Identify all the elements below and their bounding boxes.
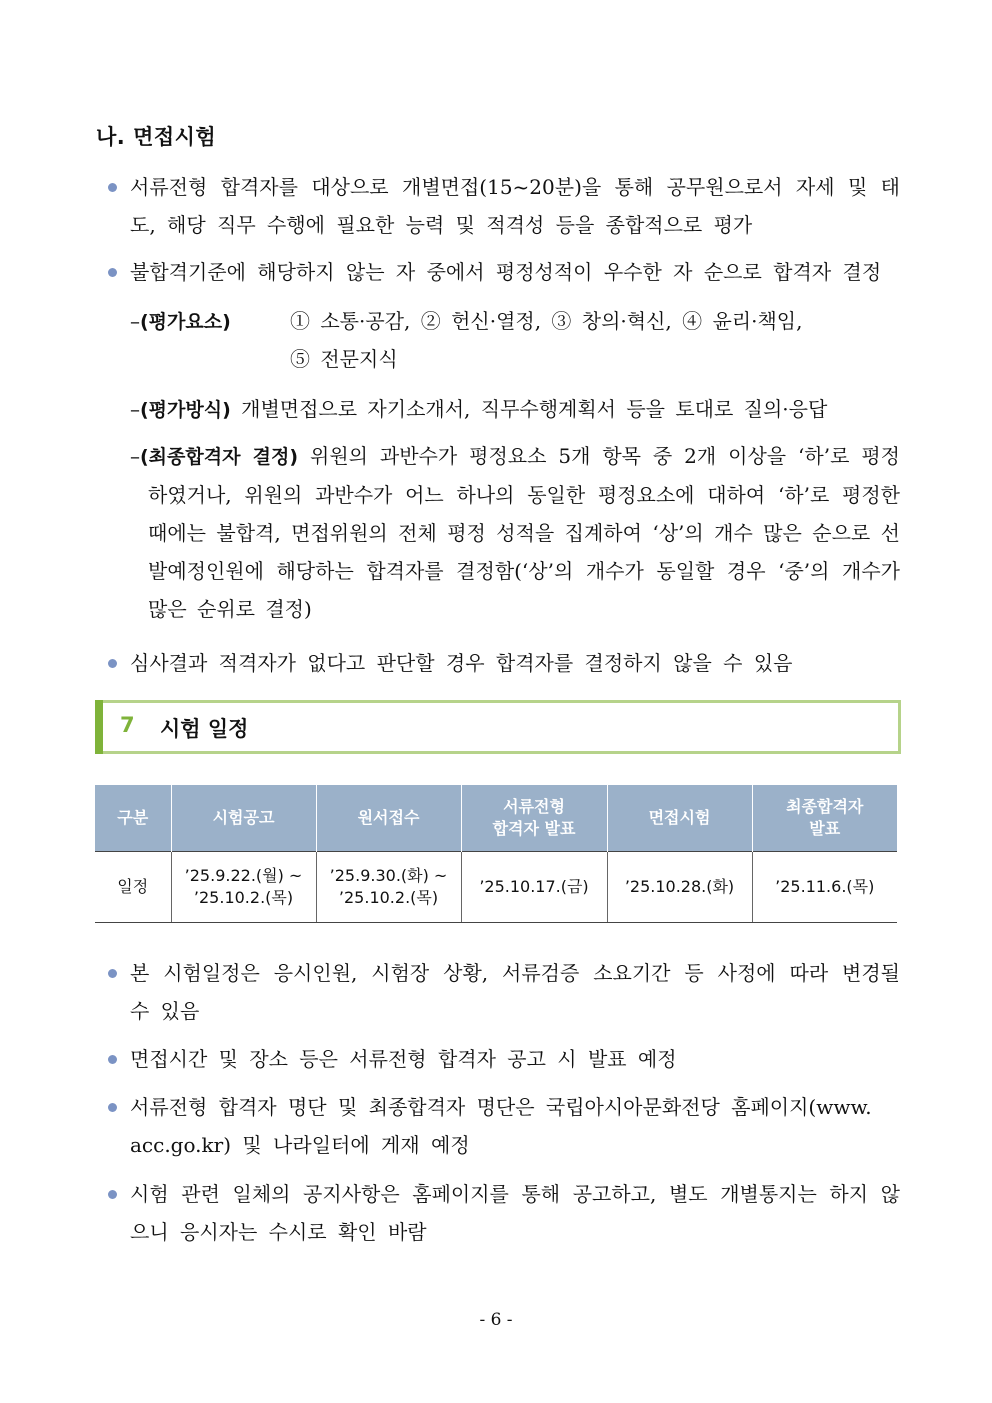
- header-cell: 면접시험: [607, 785, 752, 852]
- table-cell: ’25.9.30.(화) ~ ’25.10.2.(목): [316, 852, 461, 923]
- bullet-icon: [108, 1103, 117, 1112]
- section-accent-strip: [95, 700, 103, 754]
- eval-elements-line: –(평가요소): [130, 309, 231, 333]
- eval-elements-label: (평가요소): [140, 311, 231, 333]
- header-cell: 서류전형 합격자 발표: [461, 785, 607, 852]
- final-decision-text: 위원의 과반수가 평정요소 5개 항목 중 2개 이상을 ‘하’로 평정하였거나, 위원의 과반수가 어느 하나의 동일한 평정요소에 대하여 ‘하’로 평정한 때에는 불합격, 면접위원의 전체 평정 성적을 집계하여 ‘상’의 개수 많은 순으로 선발예정인원에 해당하는 합격자를 결정함(‘상’의 개수가 동일할 경우 ‘중’의 개수가 많은 순위로 결정): [148, 444, 900, 621]
- table-cell: ’25.11.6.(목): [752, 852, 897, 923]
- header-cell: 원서접수: [316, 785, 461, 852]
- header-cell: 구분: [95, 785, 171, 852]
- bullet-icon: [108, 268, 117, 277]
- note-item: 본 시험일정은 응시인원, 시험장 상황, 서류검증 소요기간 등 사정에 따라 변경될 수 있음: [108, 954, 900, 1030]
- bullet-item: 심사결과 적격자가 없다고 판단할 경우 합격자를 결정하지 않을 수 있음: [108, 644, 900, 682]
- section-heading-interview: 나. 면접시험: [96, 125, 217, 149]
- final-decision-block: –(최종합격자 결정) 위원의 과반수가 평정요소 5개 항목 중 2개 이상을 ‘하’로 평정하였거나, 위원의 과반수가 어느 하나의 동일한 평정요소에 대하여 ‘하’로 평정한 때에는 불합격, 면접위원의 전체 평정 성적을 집계하여 ‘상’의 개수 많은 순으로 선발예정인원에 해당하는 합격자를 결정함(‘상’의 개수가 동일할 경우 ‘중’의 개수가 많은 순위로 결정): [130, 444, 900, 621]
- bullet-icon: [108, 1055, 117, 1064]
- header-cell: 시험공고: [171, 785, 316, 852]
- row-label-cell: 일정: [95, 852, 171, 923]
- table-header-row: [95, 785, 897, 852]
- note-item: 면접시간 및 장소 등은 서류전형 합격자 공고 시 발표 예정: [108, 1040, 900, 1078]
- header-cell: 최종합격자 발표: [752, 785, 897, 852]
- table-row: [95, 852, 897, 923]
- eval-elements-list-1: ① 소통·공감, ② 헌신·열정, ③ 창의·혁신, ④ 윤리·책임,: [290, 309, 803, 333]
- table-cell: ’25.10.28.(화): [607, 852, 752, 923]
- eval-method-line: –(평가방식) 개별면접으로 자기소개서, 직무수행계획서 등을 토대로 질의·응답: [130, 397, 828, 421]
- note-item: 서류전형 합격자 명단 및 최종합격자 명단은 국립아시아문화전당 홈페이지(www. acc.go.kr) 및 나라일터에 게재 예정: [108, 1088, 900, 1164]
- eval-method-label: (평가방식): [140, 399, 231, 421]
- bullet-icon: [108, 659, 117, 668]
- bullet-icon: [108, 183, 117, 192]
- eval-elements-list-2: ⑤ 전문지식: [290, 347, 398, 371]
- note-item: 시험 관련 일체의 공지사항은 홈페이지를 통해 공고하고, 별도 개별통지는 하지 않으니 응시자는 수시로 확인 바람: [108, 1175, 900, 1251]
- section-header-bar: [95, 700, 901, 754]
- bullet-item: 서류전형 합격자를 대상으로 개별면접(15~20분)을 통해 공무원으로서 자세 및 태도, 해당 직무 수행에 필요한 능력 및 적격성 등을 종합적으로 평가: [108, 168, 900, 244]
- section-title: 시험 일정: [160, 717, 249, 741]
- bullet-icon: [108, 1190, 117, 1199]
- eval-method-text: 개별면접으로 자기소개서, 직무수행계획서 등을 토대로 질의·응답: [241, 397, 828, 421]
- table-cell: ’25.10.17.(금): [461, 852, 607, 923]
- final-decision-label: (최종합격자 결정): [140, 446, 299, 468]
- bullet-icon: [108, 969, 117, 978]
- schedule-table: [95, 785, 897, 923]
- section-number: 7: [120, 713, 135, 737]
- bullet-item: 불합격기준에 해당하지 않는 자 중에서 평정성적이 우수한 자 순으로 합격자 결정: [108, 253, 900, 291]
- page-number: - 6 -: [479, 1310, 513, 1330]
- table-cell: ’25.9.22.(월) ~ ’25.10.2.(목): [171, 852, 316, 923]
